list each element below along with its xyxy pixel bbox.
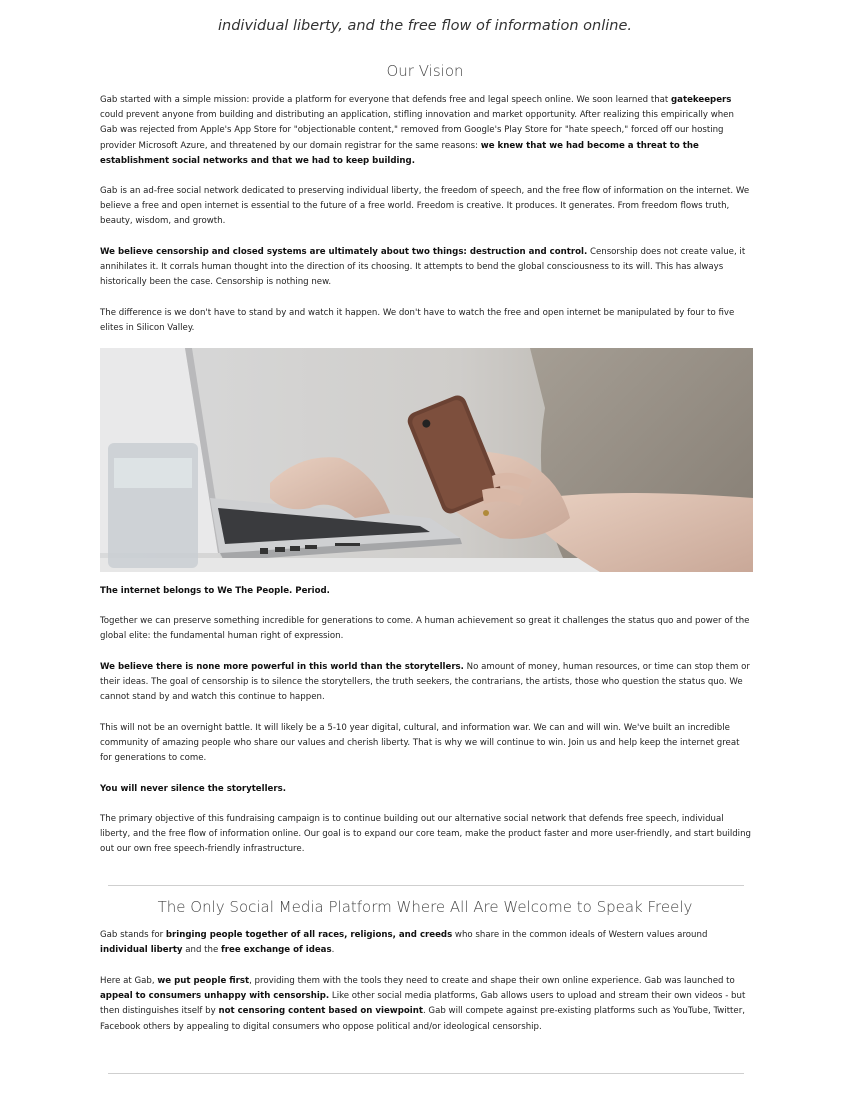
text-run: We believe censorship and closed systems are ultimately about two things: destruction and control.	[100, 247, 588, 257]
vision-paragraph-6: Together we can preserve something incredible for generations to come. A human achievement so great it challenges the status quo and power of the global elite: the fundamental human right of expression.	[100, 616, 753, 642]
text-run: Censorship does not create value, it annihilates it. It corrals human thought into the direction of its choosing. It attempts to bend the global consciousness to its will. This has always historically been the case. Censorship is nothing new.	[100, 247, 748, 288]
text-run: free exchange of ideas	[221, 945, 332, 956]
text-run: Gab started with a simple mission: provide a platform for everyone that defends free and legal speech online. We soon learned that	[100, 95, 672, 105]
vision-paragraph-1	[100, 93, 752, 169]
text-run: we knew that we had become a threat to the establishment social networks and that we had to keep building.	[100, 140, 702, 166]
text-run: Here at Gab,	[100, 976, 158, 986]
tagline: individual liberty, and the free flow of information online.	[218, 18, 632, 34]
vision-paragraph-3	[100, 245, 752, 291]
text-run: . Gab will compete against pre-existing platforms such as YouTube, Twitter, Facebook others by appealing to digital consumers who oppose political and/or ideological censorship.	[100, 1006, 748, 1032]
text-run: who share in the common ideals of Western values around	[452, 930, 711, 940]
platform-paragraph-1	[100, 928, 752, 958]
vision-paragraph-4: The difference is we don't have to stand by and watch it happen. We don't have to watch the free and open internet be manipulated by four to five elites in Silicon Valley.	[100, 308, 737, 334]
laptop-phone-photo	[100, 348, 753, 572]
vision-paragraph-9	[100, 782, 752, 797]
text-run: No amount of money, human resources, or time can stop them or their ideas. The goal of censorship is to silence the storytellers, the truth seekers, the contrarians, the artists, those who question the status quo. We cannot stand by and watch this continue to happen.	[100, 662, 753, 703]
text-run: could prevent anyone from building and distributing an application, stifling innovation and market opportunity. After realizing this empirically when Gab was rejected from Apple's App Store for "objectionable content," removed from Google's Play Store for "hate speech," forced off our hosting provider Microsoft Azure, and threatened by our domain registrar for the same reasons:	[100, 95, 737, 151]
text-run: not censoring content based on viewpoint	[218, 1006, 423, 1017]
section-title-vision: Our Vision	[386, 62, 464, 80]
divider-2	[108, 1073, 744, 1074]
vision-paragraph-7	[100, 660, 752, 706]
vision-paragraph-10: The primary objective of this fundraising campaign is to continue building out our alternative social network that defends free speech, individual liberty, and the free flow of information online. Our goal is to expand our core team, make the product faster and more user-friendly, and start building out our own free speech-friendly infrastructure.	[100, 814, 754, 855]
text-run: Gab stands for	[100, 930, 166, 940]
text-run: Like other social media platforms, Gab allows users to upload and stream their own videos - but then distinguishes itself by	[100, 991, 749, 1017]
platform-paragraph-2	[100, 974, 752, 1035]
vision-paragraph-5-bold: The internet belongs to We The People. Period.	[100, 586, 330, 596]
text-run: We believe there is none more powerful in this world than the storytellers.	[100, 662, 464, 672]
vision-paragraph-8: This will not be an overnight battle. It will likely be a 5-10 year digital, cultural, and information war. We can and will win. We've built an incredible community of amazing people who share our values and cherish liberty. That is why we will continue to win. Join us and help keep the internet great for generations to come.	[100, 723, 743, 764]
vision-paragraph-2: Gab is an ad-free social network dedicated to preserving individual liberty, the freedom of speech, and the free flow of information on the internet. We believe a free and open internet is essential to the future of a free world. Freedom is creative. It produces. It generates. From freedom flows truth, beauty, wisdom, and growth.	[100, 186, 752, 227]
vision-paragraph-5	[100, 584, 752, 599]
text-run: , providing them with the tools they need to create and shape their own online experience. Gab was launched to	[249, 976, 738, 986]
text-run: .	[331, 945, 335, 956]
text-run: gatekeepers	[671, 95, 732, 105]
vision-paragraph-9-bold: You will never silence the storytellers.	[100, 784, 286, 794]
text-run: appeal to consumers unhappy with censorship.	[100, 991, 330, 1002]
text-run: we put people first	[157, 976, 250, 986]
text-run: individual liberty	[100, 945, 183, 956]
divider-1	[108, 885, 744, 886]
text-run: and the	[182, 945, 222, 956]
section-title-platform: The Only Social Media Platform Where All Are Welcome to Speak Freely	[157, 898, 693, 916]
text-run: bringing people together of all races, religions, and creeds	[165, 930, 453, 940]
